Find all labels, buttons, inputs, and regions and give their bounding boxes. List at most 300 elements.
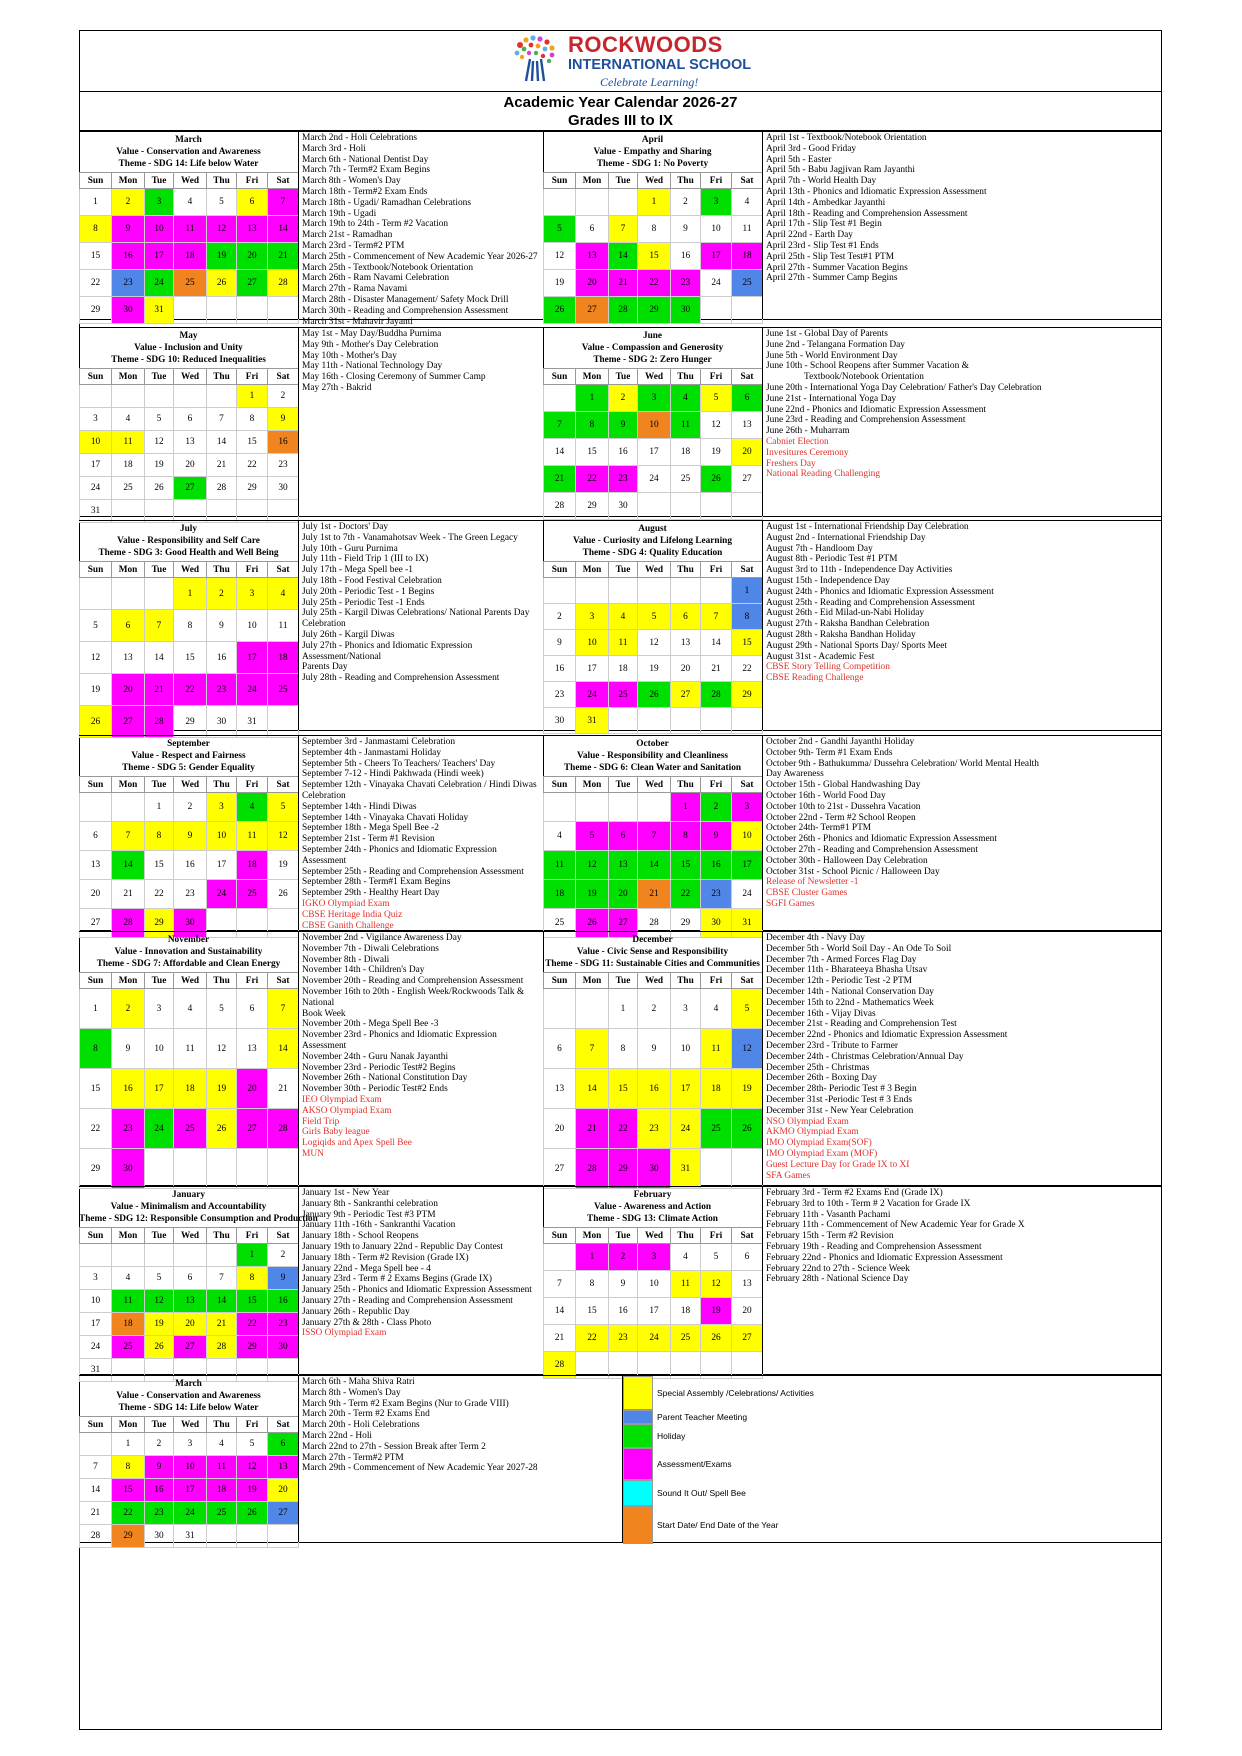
event-item: May 10th - Mother's Day (302, 350, 397, 361)
day-cell: 16 (609, 439, 638, 466)
day-cell: 11 (609, 630, 638, 656)
weekday-label: Thu (207, 562, 237, 578)
event-item: August 27th - Raksha Bandhan Celebration (766, 619, 930, 630)
month-header (543, 736, 762, 776)
day-cell: 6 (609, 822, 638, 851)
month-value: Value - Conservation and Awareness (116, 147, 261, 157)
day-cell: 11 (671, 412, 701, 439)
weekday-header-row (80, 1228, 299, 1244)
day-cell: 31 (80, 1359, 112, 1382)
day-cell: 11 (207, 1456, 237, 1479)
event-item: IMO Olympiad Exam (MOF) (766, 1148, 878, 1159)
day-cell: 1 (609, 989, 638, 1029)
week-row (80, 880, 299, 909)
week-row (544, 1298, 763, 1325)
day-cell: 14 (701, 630, 732, 656)
day-cell: 25 (112, 1336, 145, 1359)
day-cell: 5 (732, 989, 763, 1029)
day-cell: 13 (609, 851, 638, 880)
month-header (79, 932, 298, 972)
event-item: July 1st to 7th - Vanamahotsav Week - The Green Legacy (302, 532, 518, 543)
weekday-label: Sun (80, 1417, 112, 1433)
month-grid (79, 368, 299, 523)
month-calendar-february (543, 1187, 762, 1374)
calendar-row (79, 931, 1162, 1186)
weekday-header-row (544, 369, 763, 385)
day-cell: 7 (207, 408, 237, 431)
event-item: Parents Day (302, 662, 348, 673)
day-cell: 4 (112, 1267, 145, 1290)
month-events-list (762, 132, 1162, 319)
event-item: August 31st - Academic Fest (766, 651, 875, 662)
day-cell: 5 (145, 408, 174, 431)
school-subtitle: INTERNATIONAL SCHOOL (568, 57, 752, 73)
day-cell (80, 578, 112, 610)
event-item: November 2nd - Vigilance Awareness Day (302, 933, 462, 943)
day-cell: 11 (112, 1290, 145, 1313)
day-cell: 10 (145, 216, 174, 243)
day-cell: 22 (576, 466, 609, 493)
day-cell (268, 1525, 299, 1548)
event-item: February 3rd to 10th - Term # 2 Vacation for Grade IX (766, 1198, 971, 1209)
event-item: October 24th- Term#1 PTM (766, 823, 872, 834)
day-cell: 7 (145, 610, 174, 642)
event-item: April 13th - Phonics and Idiomatic Expression Assessment (766, 186, 987, 197)
day-cell: 28 (207, 477, 237, 500)
day-cell: 2 (544, 604, 576, 630)
month-calendar-march (79, 132, 298, 319)
week-row (80, 1313, 299, 1336)
event-item: March 29th - Commencement of New Academic Year 2027-28 (302, 1463, 538, 1474)
day-cell: 12 (701, 412, 732, 439)
event-item: April 18th - Reading and Comprehension Assessment (766, 208, 968, 219)
day-cell: 12 (207, 216, 237, 243)
month-theme: Theme - SDG 11: Sustainable Cities and Communities (545, 959, 760, 969)
week-row (80, 408, 299, 431)
event-item: October 9th - Bathukumma/ Dussehra Celebration/ World Mental Health (766, 758, 1039, 769)
day-cell: 13 (112, 642, 145, 674)
event-item: March 22nd - Holi (302, 1430, 373, 1441)
month-calendar-october (543, 736, 762, 930)
event-item: July 26th - Kargil Diwas (302, 629, 395, 640)
day-cell: 18 (207, 1479, 237, 1502)
day-cell: 26 (207, 270, 237, 297)
week-row (544, 493, 763, 520)
event-item: August 2nd - International Friendship Day (766, 532, 926, 543)
day-cell: 30 (112, 297, 145, 324)
day-cell: 3 (80, 408, 112, 431)
month-theme: Theme - SDG 2: Zero Hunger (593, 355, 712, 365)
month-name: January (171, 1190, 206, 1200)
weekday-label: Tue (609, 1228, 638, 1244)
day-cell: 2 (638, 989, 671, 1029)
event-item: November 8th - Diwali (302, 954, 390, 965)
weekday-label: Thu (671, 369, 701, 385)
day-cell: 7 (609, 216, 638, 243)
school-tagline: Celebrate Learning! (600, 75, 699, 89)
day-cell: 10 (174, 1456, 207, 1479)
day-cell (237, 297, 268, 324)
month-value: Value - Awareness and Action (593, 1202, 712, 1212)
day-cell: 27 (268, 1502, 299, 1525)
event-item: SGFI Games (766, 898, 815, 909)
day-cell: 14 (112, 851, 145, 880)
day-cell: 28 (268, 270, 299, 297)
day-cell: 15 (80, 1069, 112, 1109)
month-calendar-march (79, 1376, 298, 1542)
day-cell: 17 (145, 243, 174, 270)
day-cell: 7 (112, 822, 145, 851)
day-cell: 30 (544, 708, 576, 734)
month-calendar-august (543, 521, 762, 730)
day-cell (544, 793, 576, 822)
day-cell: 4 (544, 822, 576, 851)
event-item: June 20th - International Yoga Day Celebration/ Father's Day Celebration (766, 382, 1042, 393)
day-cell: 1 (80, 989, 112, 1029)
event-item: March 6th - National Dentist Day (302, 154, 429, 165)
day-cell: 11 (701, 1029, 732, 1069)
day-cell: 24 (145, 270, 174, 297)
week-row (80, 1502, 299, 1525)
day-cell (268, 297, 299, 324)
day-cell: 13 (671, 630, 701, 656)
event-item: July 20th - Periodic Test - 1 Begins (302, 586, 435, 597)
day-cell: 9 (544, 630, 576, 656)
weekday-label: Wed (638, 1228, 671, 1244)
day-cell: 8 (237, 1267, 268, 1290)
event-item: July 18th - Food Festival Celebration (302, 575, 442, 586)
day-cell: 17 (237, 642, 268, 674)
day-cell (671, 493, 701, 520)
event-item: December 31st - New Year Celebration (766, 1105, 914, 1116)
weekday-label: Mon (112, 777, 145, 793)
day-cell: 8 (237, 408, 268, 431)
event-item: National Reading Challenging (766, 469, 881, 480)
day-cell (112, 578, 145, 610)
month-value: Value - Innovation and Sustainability (114, 947, 263, 957)
day-cell: 12 (638, 630, 671, 656)
day-cell: 4 (174, 989, 207, 1029)
day-cell: 26 (145, 1336, 174, 1359)
event-item: April 17th - Slip Test #1 Begin (766, 219, 882, 230)
day-cell: 7 (544, 412, 576, 439)
week-row (80, 1029, 299, 1069)
day-cell: 11 (174, 216, 207, 243)
event-item: October 10th to 21st - Dussehra Vacation (766, 801, 921, 812)
day-cell: 10 (701, 216, 732, 243)
weekday-label: Sun (544, 562, 576, 578)
weekday-label: Fri (701, 562, 732, 578)
day-cell: 15 (145, 851, 174, 880)
event-item: July 27th - Phonics and Idiomatic Expression Assessment/National (302, 640, 473, 662)
day-cell: 16 (145, 1479, 174, 1502)
week-row (80, 674, 299, 706)
day-cell (237, 1525, 268, 1548)
event-item: October 15th - Global Handwashing Day (766, 780, 921, 791)
day-cell: 23 (112, 270, 145, 297)
day-cell: 19 (701, 439, 732, 466)
weekday-label: Wed (174, 1228, 207, 1244)
month-grid (543, 172, 763, 324)
day-cell: 3 (638, 1244, 671, 1271)
day-cell: 20 (237, 1069, 268, 1109)
day-cell: 28 (268, 1109, 299, 1149)
day-cell: 26 (732, 1109, 763, 1149)
day-cell: 14 (609, 243, 638, 270)
event-item: April 5th - Babu Jagjivan Ram Jayanthi (766, 165, 915, 176)
day-cell: 9 (268, 1267, 299, 1290)
day-cell: 1 (732, 578, 763, 604)
month-header (79, 736, 298, 776)
event-item: January 27th & 28th - Class Photo (302, 1317, 432, 1328)
day-cell (671, 578, 701, 604)
day-cell: 14 (80, 1479, 112, 1502)
day-cell: 14 (145, 642, 174, 674)
day-cell: 23 (268, 454, 299, 477)
event-item: March 26th - Ram Navami Celebration (302, 273, 450, 284)
day-cell: 18 (174, 1069, 207, 1109)
day-cell: 30 (701, 909, 732, 938)
weekday-header-row (544, 562, 763, 578)
day-cell: 22 (145, 880, 174, 909)
day-cell: 1 (237, 1244, 268, 1267)
day-cell: 23 (174, 880, 207, 909)
event-item: March 2nd - Holi Celebrations (302, 133, 418, 143)
weekday-label: Thu (207, 369, 237, 385)
day-cell (609, 793, 638, 822)
weekday-label: Tue (145, 777, 174, 793)
day-cell: 21 (207, 1313, 237, 1336)
day-cell: 27 (732, 1325, 763, 1352)
weekday-label: Fri (237, 1417, 268, 1433)
day-cell: 16 (268, 1290, 299, 1313)
day-cell: 31 (80, 500, 112, 523)
day-cell: 5 (638, 604, 671, 630)
legend-swatch (623, 1424, 653, 1448)
event-item: April 14th - Ambedkar Jayanthi (766, 197, 886, 208)
day-cell: 20 (174, 454, 207, 477)
week-row (80, 1244, 299, 1267)
event-item: September 12th - Vinayaka Chavati Celebration / Hindi Diwas (302, 780, 537, 791)
day-cell (80, 385, 112, 408)
day-cell: 20 (732, 1298, 763, 1325)
day-cell (544, 189, 576, 216)
day-cell: 15 (576, 1298, 609, 1325)
day-cell: 14 (207, 431, 237, 454)
day-cell: 20 (268, 1479, 299, 1502)
event-item: ISSO Olympiad Exam (302, 1328, 387, 1339)
day-cell: 2 (145, 1433, 174, 1456)
weekday-label: Thu (671, 173, 701, 189)
day-cell: 10 (732, 822, 763, 851)
day-cell: 4 (112, 408, 145, 431)
month-events-list (298, 932, 541, 1185)
event-item: March 27th - Rama Navami (302, 284, 408, 295)
month-name: September (167, 739, 210, 749)
week-row (544, 604, 763, 630)
month-value: Value - Responsibility and Cleanliness (576, 751, 729, 761)
calendar-row (79, 1186, 1162, 1375)
week-row (80, 431, 299, 454)
month-grid (543, 1227, 763, 1379)
week-row (80, 477, 299, 500)
day-cell: 15 (609, 1069, 638, 1109)
day-cell: 25 (671, 466, 701, 493)
day-cell: 5 (701, 385, 732, 412)
weekday-label: Sat (268, 1417, 299, 1433)
event-item: August 8th - Periodic Test #1 PTM (766, 554, 898, 565)
month-events-list (298, 1187, 541, 1374)
month-calendar-november (79, 932, 298, 1185)
month-grid (79, 561, 299, 738)
day-cell: 20 (112, 674, 145, 706)
event-item: March 3rd - Holi (302, 143, 366, 154)
month-header (543, 1187, 762, 1227)
day-cell (701, 1149, 732, 1189)
day-cell: 4 (174, 189, 207, 216)
event-item: Celebration (302, 790, 346, 801)
page-subtitle: Grades III to IX (567, 112, 674, 129)
month-theme: Theme - SDG 1: No Poverty (596, 159, 709, 169)
month-value: Value - Minimalism and Accountability (110, 1202, 267, 1212)
event-item: January 25th - Phonics and Idiomatic Expression Assessment (302, 1285, 532, 1296)
weekday-label: Thu (207, 973, 237, 989)
day-cell (701, 578, 732, 604)
day-cell: 24 (174, 1502, 207, 1525)
day-cell: 13 (80, 851, 112, 880)
weekday-label: Mon (112, 1417, 145, 1433)
day-cell: 10 (80, 1290, 112, 1313)
event-item: December 22nd - Phonics and Idiomatic Expression Assessment (766, 1030, 1008, 1041)
week-row (544, 216, 763, 243)
day-cell (701, 493, 732, 520)
day-cell: 14 (268, 216, 299, 243)
weekday-label: Tue (145, 369, 174, 385)
event-item: March 31st - Mahavir Jayanti (302, 316, 413, 327)
weekday-header-row (80, 173, 299, 189)
day-cell (638, 793, 671, 822)
event-item: MUN (302, 1148, 324, 1159)
day-cell: 31 (237, 706, 268, 738)
event-item: Girls Baby league (302, 1127, 370, 1138)
day-cell (174, 1244, 207, 1267)
day-cell: 20 (544, 1109, 576, 1149)
day-cell: 8 (732, 604, 763, 630)
day-cell: 30 (174, 909, 207, 938)
day-cell: 29 (80, 1149, 112, 1189)
event-item: March 23rd - Term#2 PTM (302, 240, 405, 251)
week-row (544, 1029, 763, 1069)
day-cell: 29 (638, 297, 671, 324)
day-cell: 8 (80, 1029, 112, 1069)
weekday-label: Tue (609, 562, 638, 578)
weekday-header-row (80, 369, 299, 385)
day-cell: 5 (576, 822, 609, 851)
event-item: December 16th - Vijay Divas (766, 1008, 876, 1019)
day-cell: 10 (576, 630, 609, 656)
day-cell: 4 (268, 578, 299, 610)
event-item: SFA Games (766, 1170, 811, 1181)
day-cell: 3 (576, 604, 609, 630)
day-cell: 23 (638, 1109, 671, 1149)
day-cell: 24 (638, 466, 671, 493)
week-row (544, 189, 763, 216)
weekday-label: Sat (732, 562, 763, 578)
day-cell: 1 (112, 1433, 145, 1456)
day-cell: 1 (145, 793, 174, 822)
month-name: December (632, 935, 673, 945)
day-cell: 3 (145, 989, 174, 1029)
day-cell: 6 (732, 1244, 763, 1271)
weekday-label: Sat (268, 777, 299, 793)
day-cell: 2 (701, 793, 732, 822)
day-cell: 15 (638, 243, 671, 270)
day-cell: 3 (145, 189, 174, 216)
week-row (544, 1271, 763, 1298)
day-cell: 27 (237, 270, 268, 297)
event-item: May 16th - Closing Ceremony of Summer Camp (302, 372, 486, 383)
weekday-label: Wed (638, 173, 671, 189)
day-cell: 24 (145, 1109, 174, 1149)
event-item: September 7-12 - Hindi Pakhwada (Hindi week) (302, 769, 484, 780)
day-cell: 26 (638, 682, 671, 708)
event-item: August 29th - National Sports Day/ Sports Meet (766, 640, 947, 651)
event-item: December 26th - Boxing Day (766, 1073, 877, 1084)
day-cell: 20 (80, 880, 112, 909)
day-cell: 27 (671, 682, 701, 708)
day-cell: 25 (701, 1109, 732, 1149)
day-cell: 16 (544, 656, 576, 682)
week-row (80, 1267, 299, 1290)
day-cell (544, 578, 576, 604)
month-value: Value - Compassion and Generosity (581, 343, 724, 353)
event-item: February 11th - Vasanth Pachami (766, 1209, 891, 1220)
day-cell: 22 (80, 270, 112, 297)
day-cell: 30 (112, 1149, 145, 1189)
event-item: September 21st - Term #1 Revision (302, 834, 435, 845)
week-row (80, 706, 299, 738)
event-item: Cabniet Election (766, 436, 829, 447)
day-cell (207, 297, 237, 324)
day-cell: 12 (80, 642, 112, 674)
day-cell: 25 (112, 477, 145, 500)
week-row (80, 793, 299, 822)
weekday-label: Sat (732, 1228, 763, 1244)
week-row (80, 578, 299, 610)
day-cell: 22 (237, 454, 268, 477)
day-cell: 26 (544, 297, 576, 324)
week-row (544, 297, 763, 324)
day-cell (638, 578, 671, 604)
month-value: Value - Respect and Fairness (131, 751, 246, 761)
event-item: December 28th- Periodic Test # 3 Begin (766, 1084, 917, 1095)
event-item: May 1st - May Day/Buddha Purnima (302, 329, 442, 339)
month-name: March (175, 135, 202, 145)
day-cell: 10 (145, 1029, 174, 1069)
day-cell: 19 (638, 656, 671, 682)
event-item: November 7th - Diwali Celebrations (302, 943, 439, 954)
month-name: August (638, 524, 667, 534)
weekday-label: Thu (671, 973, 701, 989)
event-item: February 11th - Commencement of New Academic Year for Grade X (766, 1220, 1025, 1231)
day-cell (207, 1149, 237, 1189)
month-events-list (762, 328, 1162, 516)
day-cell (671, 708, 701, 734)
event-item: May 11th - National Technology Day (302, 361, 443, 372)
day-cell: 6 (237, 189, 268, 216)
day-cell (638, 493, 671, 520)
weekday-header-row (544, 1228, 763, 1244)
